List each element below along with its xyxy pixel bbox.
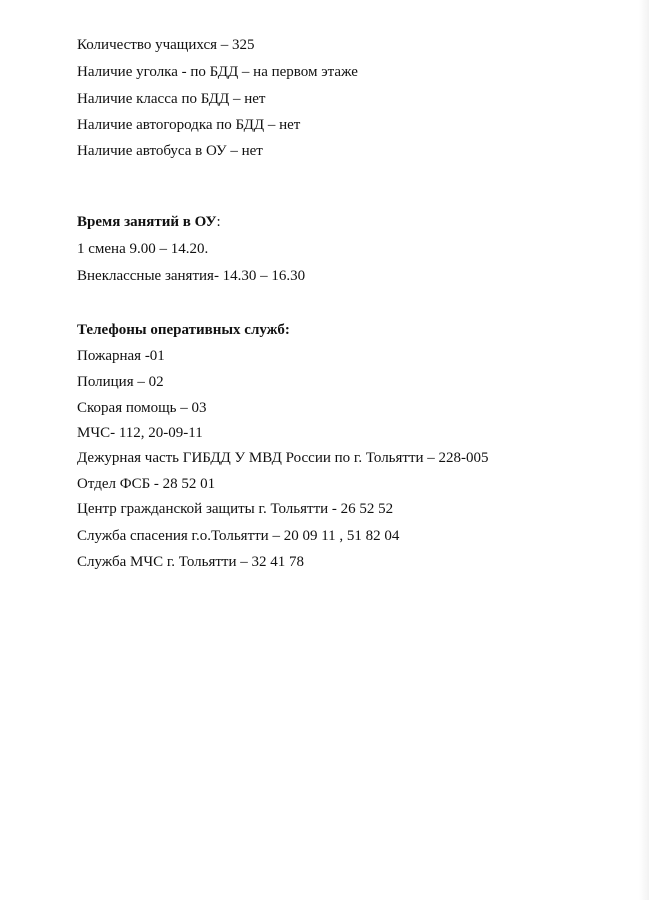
autotown-line: Наличие автогородка по БДД – нет [77,117,301,133]
phone-fsb-line: Отдел ФСБ - 28 52 01 [77,476,216,492]
shift-time-line: 1 смена 9.00 – 14.20. [77,241,209,257]
phone-fire-line: Пожарная -01 [77,348,165,364]
phone-emergency-ministry-line: МЧС- 112, 20-09-11 [77,425,203,441]
page-edge-shadow [639,0,649,900]
phone-police-line: Полиция – 02 [77,374,164,390]
traffic-corner-line: Наличие уголка - по БДД – на первом этаже [77,64,358,80]
schedule-heading-text: Время занятий в ОУ [77,214,217,230]
phone-emergency-service-line: Служба МЧС г. Тольятти – 32 41 78 [77,554,304,570]
phone-ambulance-line: Скорая помощь – 03 [77,400,207,416]
phone-civil-defense-line: Центр гражданской защиты г. Тольятти - 26 52 52 [77,501,394,517]
phones-heading: Телефоны оперативных служб: [77,322,290,338]
schedule-heading [77,213,221,231]
traffic-class-line: Наличие класса по БДД – нет [77,91,266,107]
school-bus-line: Наличие автобуса в ОУ – нет [77,143,263,159]
student-count-line: Количество учащихся – 325 [77,37,255,53]
extracurricular-time-line: Внеклассные занятия- 14.30 – 16.30 [77,268,306,284]
schedule-heading-colon: : [216,214,221,230]
phone-traffic-police-line: Дежурная часть ГИБДД У МВД России по г. Тольятти – 228-005 [77,450,489,466]
phone-rescue-service-line: Служба спасения г.о.Тольятти – 20 09 11 , 51 82 04 [77,528,400,544]
